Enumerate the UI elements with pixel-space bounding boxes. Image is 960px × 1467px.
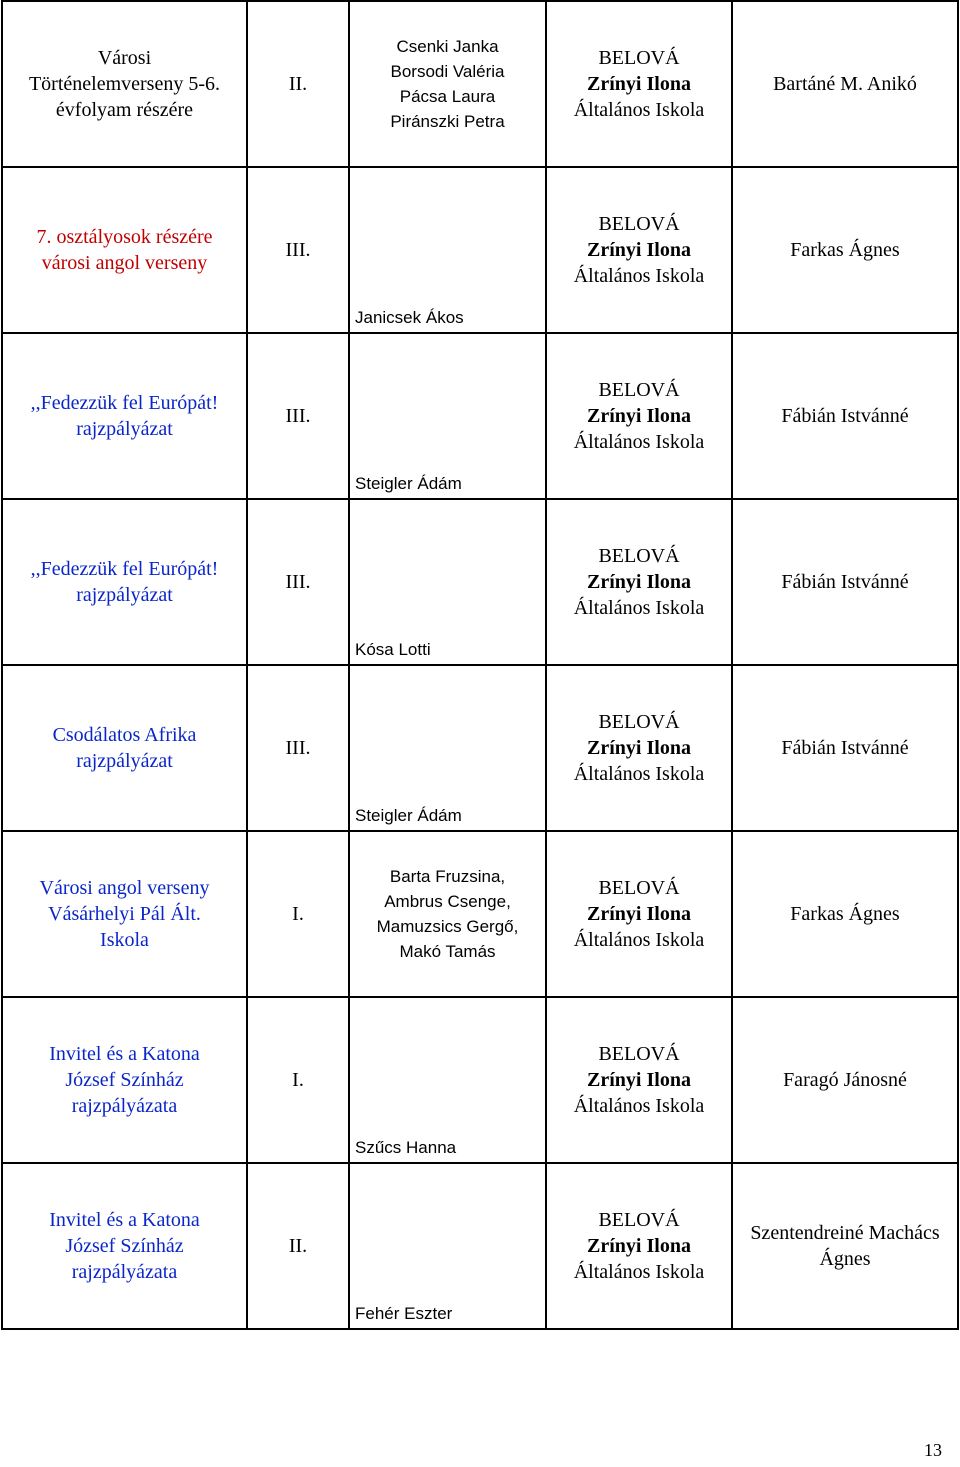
school-name-line: Zrínyi Ilona	[587, 239, 691, 261]
school-cell	[546, 333, 732, 499]
teacher-cell	[732, 997, 958, 1163]
teacher-cell	[732, 333, 958, 499]
competition-name-line: Történelemverseny 5-6.	[28, 73, 221, 95]
competition-name-line: József Színház	[65, 1235, 184, 1257]
competition-cell	[2, 831, 247, 997]
teacher-name: Fábián Istvánné	[781, 405, 909, 427]
student-name: Ambrus Csenge,	[384, 892, 511, 911]
school-name-line: Zrínyi Ilona	[587, 903, 691, 925]
student-names	[355, 1301, 452, 1326]
table-row	[2, 1163, 958, 1329]
students-cell	[349, 997, 546, 1163]
competition-name-line: Invitel és a Katona	[49, 1043, 200, 1065]
placement: I.	[292, 903, 304, 925]
placement: I.	[292, 1069, 304, 1091]
teacher-name: Farkas Ágnes	[790, 239, 900, 261]
competition-cell	[2, 1, 247, 167]
student-names	[355, 637, 431, 662]
competition-name-line: rajzpályázata	[71, 1095, 178, 1117]
students-cell	[349, 333, 546, 499]
competition-cell	[2, 333, 247, 499]
place-cell	[247, 167, 349, 333]
student-names	[355, 305, 464, 330]
placement: III.	[285, 239, 311, 261]
competition-name-line: rajzpályázat	[76, 418, 173, 440]
students-cell	[349, 499, 546, 665]
competition-cell	[2, 499, 247, 665]
teacher-cell	[732, 665, 958, 831]
students-cell	[349, 167, 546, 333]
table-row	[2, 997, 958, 1163]
student-name: Steigler Ádám	[355, 806, 462, 825]
school-name-line: Általános Iskola	[573, 929, 705, 951]
school-cell	[546, 1, 732, 167]
school-cell	[546, 997, 732, 1163]
teacher-cell	[732, 167, 958, 333]
students-cell	[349, 1, 546, 167]
student-name: Borsodi Valéria	[390, 62, 505, 81]
school-name-line: Zrínyi Ilona	[587, 1235, 691, 1257]
competition-name-line: Invitel és a Katona	[49, 1209, 200, 1231]
competition-cell	[2, 167, 247, 333]
competition-name-line: városi angol verseny	[41, 252, 208, 274]
student-name: Steigler Ádám	[355, 474, 462, 493]
competition-name-line: Városi	[97, 47, 152, 69]
competition-name-line: Városi angol verseny	[39, 877, 210, 899]
teacher-cell	[732, 1, 958, 167]
school-name-line: BELOVÁ	[598, 877, 680, 899]
student-name: Piránszki Petra	[390, 112, 505, 131]
school-name-line: Általános Iskola	[573, 431, 705, 453]
teacher-name: Ágnes	[819, 1248, 871, 1270]
student-names	[350, 34, 545, 134]
school-name-line: Általános Iskola	[573, 1095, 705, 1117]
school-cell	[546, 665, 732, 831]
teacher-name: Faragó Jánosné	[783, 1069, 907, 1091]
place-cell	[247, 499, 349, 665]
school-name-line: Zrínyi Ilona	[587, 737, 691, 759]
teacher-name: Fábián Istvánné	[781, 737, 909, 759]
school-name-line: Általános Iskola	[573, 1261, 705, 1283]
teacher-name: Bartáné M. Anikó	[773, 73, 917, 95]
competition-name-line: ,,Fedezzük fel Európát!	[30, 558, 219, 580]
teacher-name: Fábián Istvánné	[781, 571, 909, 593]
school-name-line: Zrínyi Ilona	[587, 571, 691, 593]
teacher-cell	[732, 1163, 958, 1329]
page-number: 13	[924, 1440, 942, 1460]
placement: III.	[285, 571, 311, 593]
competition-name-line: rajzpályázat	[76, 750, 173, 772]
school-name-line: Általános Iskola	[573, 597, 705, 619]
student-names	[350, 864, 545, 964]
student-name: Janicsek Ákos	[355, 308, 464, 327]
school-cell	[546, 499, 732, 665]
table-row	[2, 831, 958, 997]
school-name-line: Általános Iskola	[573, 763, 705, 785]
competition-cell	[2, 1163, 247, 1329]
results-table-body	[2, 1, 958, 1329]
competition-name-line: Vásárhelyi Pál Ált.	[48, 903, 201, 925]
table-row	[2, 665, 958, 831]
student-names	[355, 471, 462, 496]
school-name-line: BELOVÁ	[598, 711, 680, 733]
school-name-line: Zrínyi Ilona	[587, 73, 691, 95]
place-cell	[247, 997, 349, 1163]
school-name-line: BELOVÁ	[598, 1209, 680, 1231]
competition-name-line: rajzpályázata	[71, 1261, 178, 1283]
school-name-line: Általános Iskola	[573, 99, 705, 121]
school-cell	[546, 1163, 732, 1329]
student-name: Fehér Eszter	[355, 1304, 453, 1323]
teacher-cell	[732, 831, 958, 997]
table-row	[2, 333, 958, 499]
place-cell	[247, 333, 349, 499]
place-cell	[247, 665, 349, 831]
school-cell	[546, 831, 732, 997]
student-name: Szűcs Hanna	[355, 1138, 457, 1157]
competition-cell	[2, 665, 247, 831]
competition-name-line: József Színház	[65, 1069, 184, 1091]
placement: II.	[288, 1235, 308, 1257]
school-name-line: Zrínyi Ilona	[587, 1069, 691, 1091]
students-cell	[349, 1163, 546, 1329]
place-cell	[247, 1, 349, 167]
competition-cell	[2, 997, 247, 1163]
placement: III.	[285, 737, 311, 759]
table-row	[2, 1, 958, 167]
student-name: Makó Tamás	[399, 942, 496, 961]
student-names	[355, 803, 462, 828]
student-name: Barta Fruzsina,	[389, 867, 506, 886]
table-row	[2, 499, 958, 665]
school-cell	[546, 167, 732, 333]
competition-name-line: Iskola	[100, 929, 149, 951]
table-row	[2, 167, 958, 333]
teacher-cell	[732, 499, 958, 665]
school-name-line: BELOVÁ	[598, 213, 680, 235]
students-cell	[349, 831, 546, 997]
placement: II.	[288, 73, 308, 95]
student-name: Kósa Lotti	[355, 640, 431, 659]
students-cell	[349, 665, 546, 831]
competition-name-line: évfolyam részére	[55, 99, 194, 121]
student-name: Pácsa Laura	[399, 87, 496, 106]
place-cell	[247, 831, 349, 997]
school-name-line: Zrínyi Ilona	[587, 405, 691, 427]
teacher-name: Farkas Ágnes	[790, 903, 900, 925]
results-table	[1, 0, 959, 1330]
school-name-line: BELOVÁ	[598, 545, 680, 567]
teacher-name: Szentendreiné Machács	[750, 1222, 940, 1244]
competition-name-line: ,,Fedezzük fel Európát!	[30, 392, 219, 414]
school-name-line: Általános Iskola	[573, 265, 705, 287]
competition-name-line: rajzpályázat	[76, 584, 173, 606]
place-cell	[247, 1163, 349, 1329]
student-name: Mamuzsics Gergő,	[376, 917, 519, 936]
competition-name-line: Csodálatos Afrika	[52, 724, 197, 746]
school-name-line: BELOVÁ	[598, 47, 680, 69]
school-name-line: BELOVÁ	[598, 1043, 680, 1065]
student-names	[355, 1135, 456, 1160]
student-name: Csenki Janka	[396, 37, 499, 56]
placement: III.	[285, 405, 311, 427]
competition-name-line: 7. osztályosok részére	[36, 226, 213, 248]
school-name-line: BELOVÁ	[598, 379, 680, 401]
